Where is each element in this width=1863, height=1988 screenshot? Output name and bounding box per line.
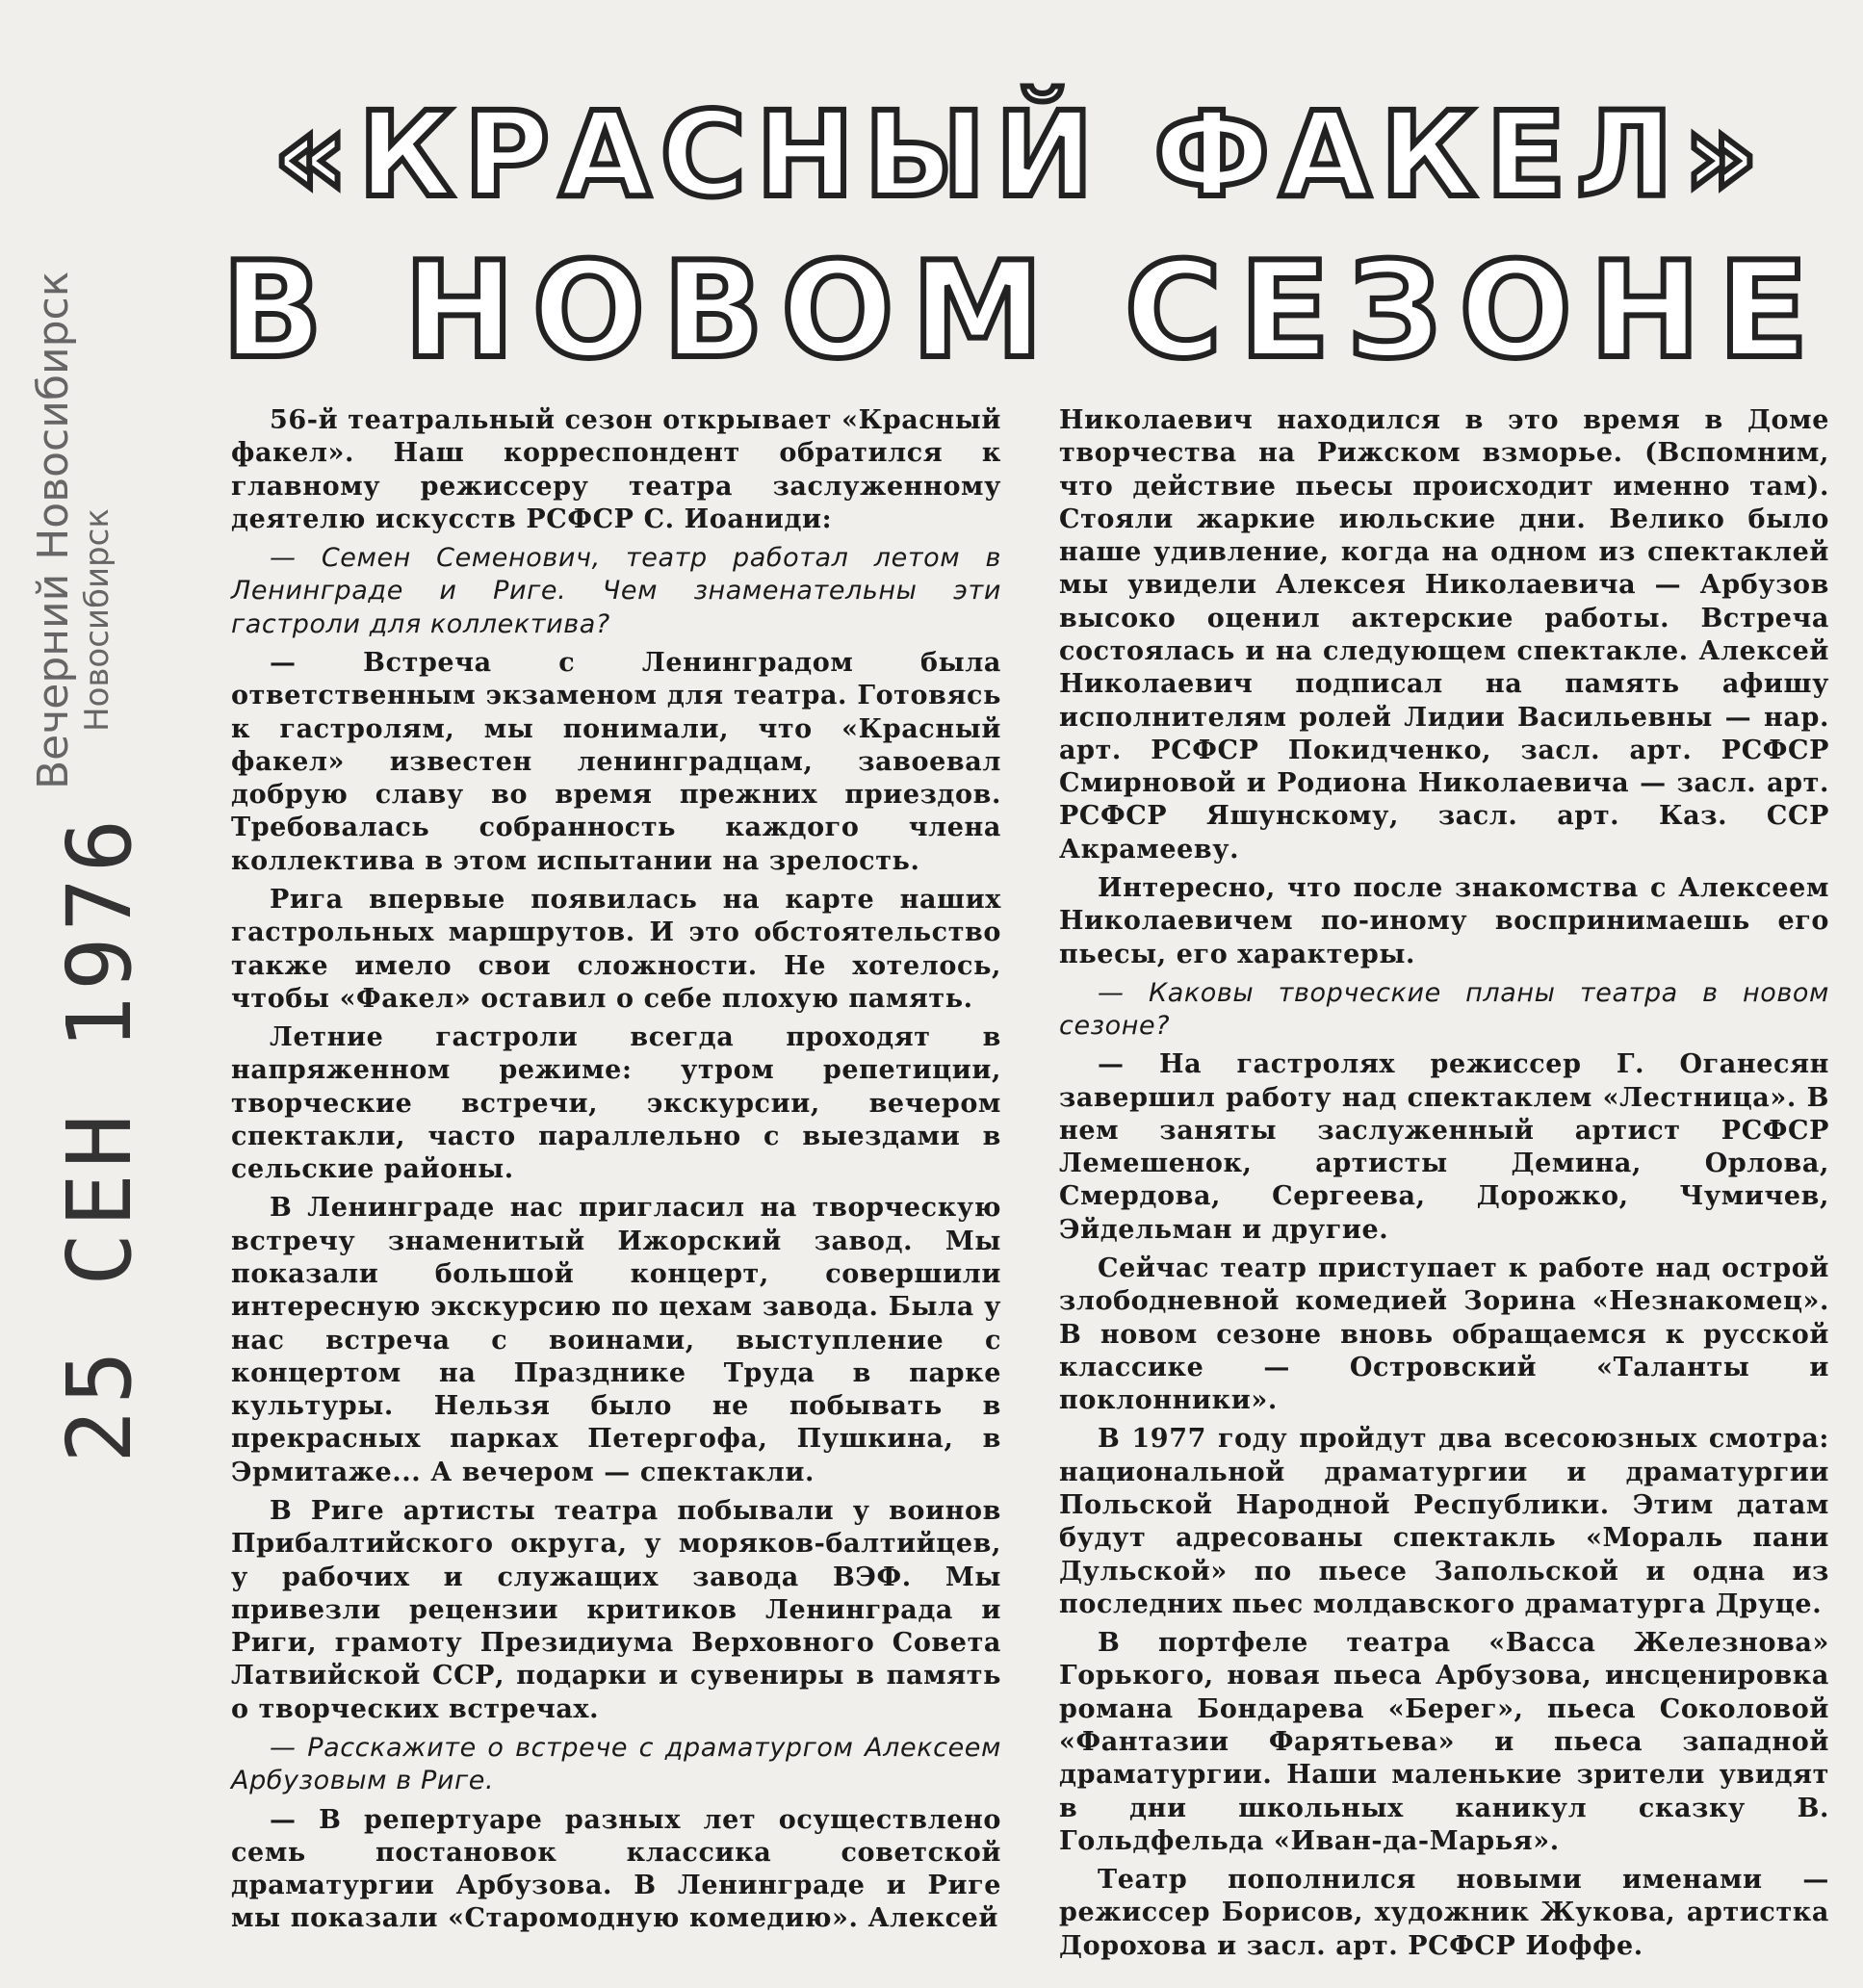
article-paragraph: В 1977 году пройдут два всесоюзных смотра: национальной драматургии и драматургии Польской Народной Республики. Этим датам будут адресованы спектакль «Мораль пани Дульской» по пьесе Запольской и одна из последних пьес молдавского драматурга Друце. [1059,1424,1829,1619]
stamp-newspaper-name: Вечерний Новосибирск [29,271,78,789]
article-paragraph: — Встреча с Ленинградом была ответственным экзаменом для театра. Готовясь к гастролям, мы понимали, что «Красный факел» известен ленинградцам, завоевал добрую славу во время прежних приездов. Требовалась собранность каждого члена коллектива в этом испытании на зрелость. [231,647,1001,876]
article-paragraph: — В репертуаре разных лет осуществлено семь постановок классика советской драматургии Арбузова. В Ленинграде и Риге мы показали «Старомодную комедию». Алексей [231,1804,1001,1934]
article-paragraph: В Риге артисты театра побывали у воинов Прибалтийского округа, у моряков-балтийцев, у рабочих и служащих завода ВЭФ. Мы привезли рецензии критиков Ленинграда и Риги, грамоту Президиума Верховного Совета Латвийской ССР, подарки и сувениры в память о творческих встречах. [231,1496,1001,1724]
article-headline [221,87,1826,388]
article-paragraph: Летние гастроли всегда проходят в напряженном режиме: утром репетиции, творческие встречи, экскурсии, вечером спектакли, часто параллельно с выездами в сельские районы. [231,1022,1001,1185]
date-stamp: 25 СЕН 1976 [48,813,151,1463]
article-body [231,404,1829,1974]
article-paragraph: В Ленинграде нас пригласил на творческую встречу знаменитый Ижорский завод. Мы показали большой концерт, совершили интересную экскурсию по цехам завода. Была у нас встреча с воинами, выступление с концертом на Празднике Труда в парке культуры. Нельзя было не побывать в прекрасных парках Петергофа, Пушкина, в Эрмитаже... А вечером — спектакли. [231,1193,1001,1487]
article-paragraph: Театр пополнился новыми именами — режиссер Борисов, художник Жукова, артистка Дорохова и засл. арт. РСФСР Иоффе. [1059,1865,1829,1961]
article-paragraph: 56-й театральный сезон открывает «Красный факел». Наш корреспондент обратился к главному режиссеру театра заслуженному деятелю искусств РСФСР С. Иоаниди: [231,405,1001,534]
article-column-right [1059,404,1829,1974]
article-column-left [231,404,1001,1974]
headline-line-2: В НОВОМ СЕЗОНЕ [221,233,1826,388]
headline-line-1: «КРАСНЫЙ ФАКЕЛ» [272,87,1769,223]
interview-question: — Каковы творческие планы театра в новом сезоне? [1059,977,1829,1042]
newspaper-stamp [29,250,116,789]
interview-question: — Семен Семенович, театр работал летом в Ленинграде и Риге. Чем знаменательны эти гастроли для коллектива? [231,543,1001,639]
article-paragraph: Интересно, что после знакомства с Алексеем Николаевичем по-иному воспринимаешь его пьесы, его характеры. [1059,872,1829,969]
article-paragraph: В портфеле театра «Васса Железнова» Горького, новая пьеса Арбузова, инсценировка романа Бондарева «Берег», пьеса Соколовой «Фантазии Фарятьева» и пьеса западной драматургии. Наши маленькие зрители увидят в дни школьных каникул сказку В. Гольдфельда «Иван-да-Марья». [1059,1628,1829,1856]
interview-question: — Расскажите о встрече с драматургом Алексеем Арбузовым в Риге. [231,1732,1001,1796]
stamp-city: Новосибирск [78,508,116,732]
article-paragraph: Рига впервые появилась на карте наших гастрольных маршрутов. И это обстоятельство также имело свои сложности. Не хотелось, чтобы «Факел» оставил о себе плохую память. [231,884,1001,1014]
article-paragraph: Сейчас театр приступает к работе над острой злободневной комедией Зорина «Незнакомец». В новом сезоне вновь обращаемся к русской классике — Островский «Таланты и поклонники». [1059,1253,1829,1416]
article-paragraph: Николаевич находился в это время в Доме творчества на Рижском взморье. (Вспомним, что действие пьесы происходит именно там). Стояли жаркие июльские дни. Велико было наше удивление, когда на одном из спектаклей мы увидели Алексея Николаевича — Арбузов высоко оценил актерские работы. Встреча состоялась и на следующем спектакле. Алексей Николаевич подписал на память афишу исполнителям ролей Лидии Васильевны — нар. арт. РСФСР Покидченко, засл. арт. РСФСР Смирновой и Родиона Николаевича — засл. арт. РСФСР Яшунскому, засл. арт. Каз. ССР Акрамееву. [1059,405,1829,865]
article-paragraph: — На гастролях режиссер Г. Оганесян завершил работу над спектаклем «Лестница». В нем заняты заслуженный артист РСФСР Лемешенок, артисты Демина, Орлова, Смердова, Сергеева, Дорожко, Чумичев, Эйдельман и другие. [1059,1049,1829,1245]
